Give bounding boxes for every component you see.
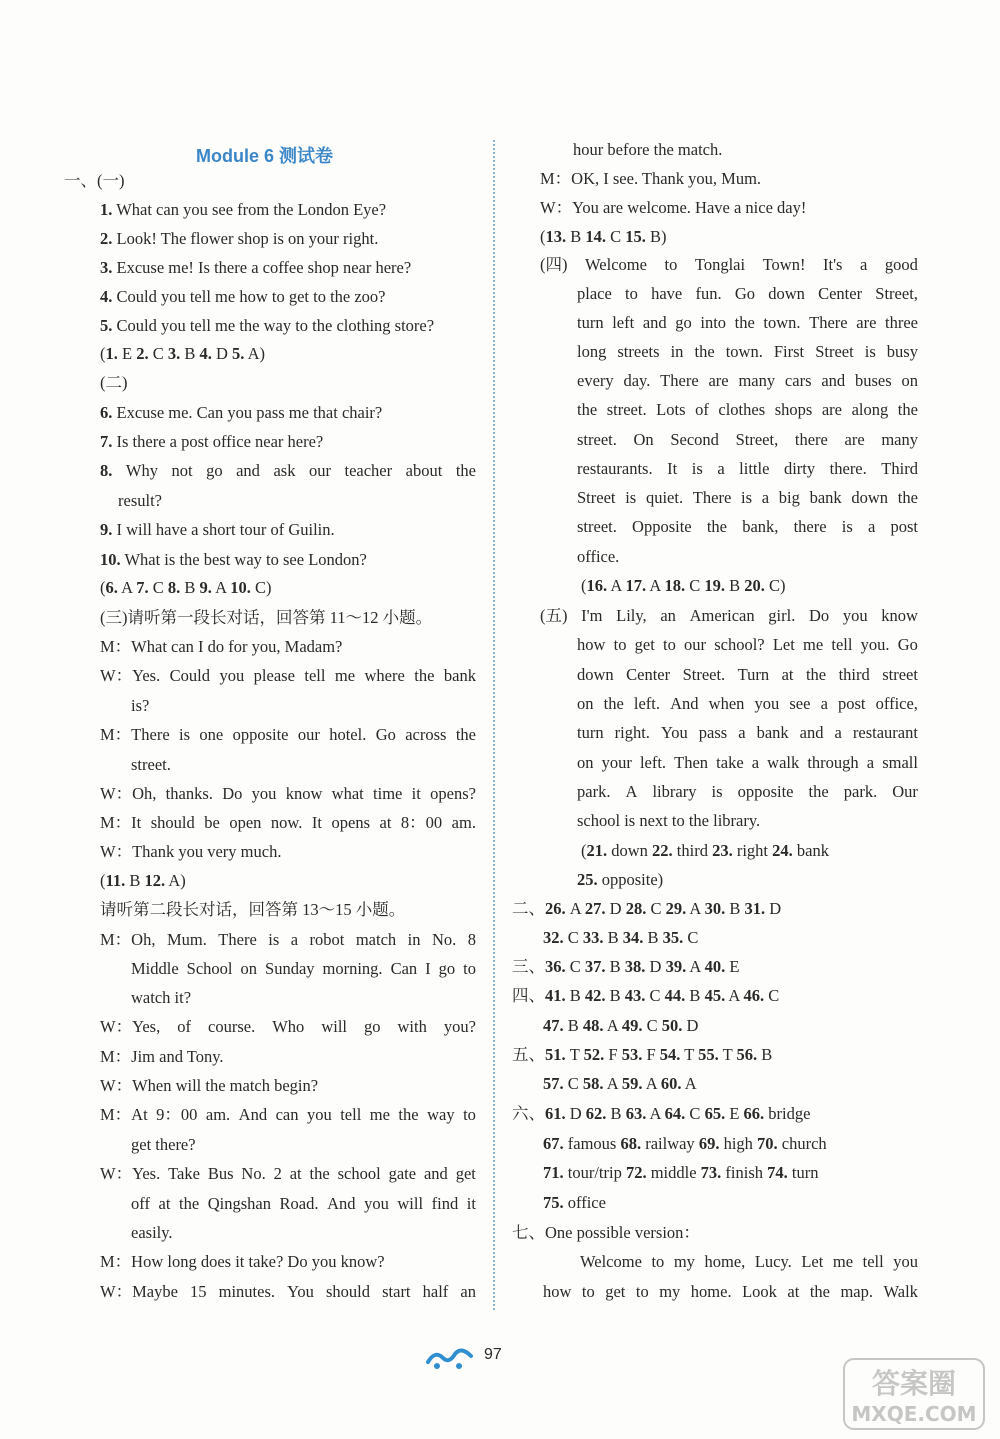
text-line: (四) Welcome to Tonglai Town! It's a good — [540, 255, 918, 274]
text-line: off at the Qingshan Road. And you will find it — [131, 1194, 476, 1213]
text-line: turn right. You pass a bank and a restaurant — [577, 723, 918, 742]
page-number: 97 — [484, 1346, 502, 1363]
text-line: easily. — [131, 1223, 173, 1242]
text-line: 7. Is there a post office near here? — [100, 432, 324, 451]
text-line: 5. Could you tell me the way to the clothing store? — [100, 316, 435, 335]
text-line: hour before the match. — [573, 140, 723, 159]
text-line: (16. A 17. A 18. C 19. B 20. C) — [581, 576, 786, 595]
text-line: W：Maybe 15 minutes. You should start half an — [100, 1282, 476, 1301]
text-line: W：You are welcome. Have a nice day! — [540, 198, 807, 217]
text-line: 6. Excuse me. Can you pass me that chair? — [100, 403, 383, 422]
text-line: M：Jim and Tony. — [100, 1047, 224, 1066]
text-line: office. — [577, 547, 620, 566]
text-line: 10. What is the best way to see London? — [100, 550, 367, 569]
text-line: (21. down 22. third 23. right 24. bank — [581, 841, 829, 860]
text-line: W：Thank you very much. — [100, 842, 282, 861]
text-line: is? — [131, 696, 150, 715]
text-line: (三)请听第一段长对话，回答第 11～12 小题。 — [100, 608, 433, 627]
text-line: the street. Lots of clothes shops are along the — [577, 400, 918, 419]
text-line: 六、61. D 62. B 63. A 64. C 65. E 66. bridge — [512, 1104, 811, 1123]
text-line: park. A library is opposite the park. Our — [577, 782, 918, 801]
text-line: 2. Look! The flower shop is on your right. — [100, 229, 379, 248]
text-line: 8. Why not go and ask our teacher about the — [100, 461, 476, 480]
text-line: place to have fun. Go down Center Street, — [577, 284, 918, 303]
text-line: 57. C 58. A 59. A 60. A — [543, 1074, 697, 1093]
column-divider — [493, 140, 495, 1310]
text-line: M：At 9：00 am. And can you tell me the way to — [100, 1105, 476, 1124]
text-line: down Center Street. Turn at the third street — [577, 665, 918, 684]
text-line: M：There is one opposite our hotel. Go across the — [100, 725, 476, 744]
text-line: 47. B 48. A 49. C 50. D — [543, 1016, 699, 1035]
text-line: M：What can I do for you, Madam? — [100, 637, 343, 656]
text-line: W：Yes, of course. Who will go with you? — [100, 1017, 476, 1036]
text-line: 五、51. T 52. F 53. F 54. T 55. T 56. B — [512, 1045, 773, 1064]
text-line: restaurants. It is a little dirty there. Third — [577, 459, 918, 478]
text-line: street. — [131, 755, 171, 774]
text-line: W：Oh, thanks. Do you know what time it opens? — [100, 784, 476, 803]
text-line: 32. C 33. B 34. B 35. C — [543, 928, 699, 947]
text-line: W：When will the match begin? — [100, 1076, 319, 1095]
text-line: 3. Excuse me! Is there a coffee shop near here? — [100, 258, 412, 277]
text-line: (1. E 2. C 3. B 4. D 5. A) — [100, 344, 266, 363]
text-line: 25. opposite) — [577, 870, 664, 889]
text-line: 四、41. B 42. B 43. C 44. B 45. A 46. C — [512, 986, 780, 1005]
text-line: M：Oh, Mum. There is a robot match in No. 8 — [100, 930, 476, 949]
text-line: 71. tour/trip 72. middle 73. finish 74. turn — [543, 1163, 819, 1182]
text-line: every day. There are many cars and buses on — [577, 371, 918, 390]
text-line: (五) I'm Lily, an American girl. Do you know — [540, 606, 918, 625]
text-line: 1. What can you see from the London Eye? — [100, 200, 387, 219]
text-line: M：OK, I see. Thank you, Mum. — [540, 169, 762, 188]
text-line: W：Yes. Could you please tell me where the bank — [100, 666, 476, 685]
text-line: W：Yes. Take Bus No. 2 at the school gate and get — [100, 1164, 476, 1183]
text-line: on your left. Then take a walk through a small — [577, 753, 918, 772]
text-line: 75. office — [543, 1193, 606, 1212]
svg-text:答案圈: 答案圈 — [871, 1367, 957, 1400]
text-line: result? — [118, 491, 162, 510]
text-line: 二、26. A 27. D 28. C 29. A 30. B 31. D — [512, 899, 782, 918]
text-line: (13. B 14. C 15. B) — [540, 227, 667, 246]
text-line: 4. Could you tell me how to get to the zoo? — [100, 287, 386, 306]
text-line: Middle School on Sunday morning. Can I go to — [131, 959, 476, 978]
text-line: street. On Second Street, there are many — [577, 430, 918, 449]
watermark-stamp-icon — [840, 1355, 990, 1435]
text-line: M：It should be open now. It opens at 8：00 am. — [100, 813, 476, 832]
publisher-logo-icon — [425, 1344, 475, 1372]
svg-text:MXQE.COM: MXQE.COM — [851, 1402, 977, 1426]
text-line: (二) — [100, 373, 128, 392]
text-line: 9. I will have a short tour of Guilin. — [100, 520, 335, 539]
text-line: on the left. And when you see a post office, — [577, 694, 918, 713]
text-line: Welcome to my home, Lucy. Let me tell you — [580, 1252, 918, 1271]
text-line: get there? — [131, 1135, 196, 1154]
text-line: how to get to our school? Let me tell you. Go — [577, 635, 918, 654]
text-line: long streets in the town. First Street is busy — [577, 342, 918, 361]
page-title: Module 6 测试卷 — [196, 146, 334, 166]
text-line: how to get to my home. Look at the map. Walk — [543, 1282, 918, 1301]
text-line: school is next to the library. — [577, 811, 761, 830]
text-line: turn left and go into the town. There are three — [577, 313, 918, 332]
text-line: 请听第二段长对话，回答第 13～15 小题。 — [100, 900, 406, 919]
text-line: M：How long does it take? Do you know? — [100, 1252, 385, 1271]
text-line: 七、One possible version： — [512, 1223, 700, 1242]
text-line: 67. famous 68. railway 69. high 70. church — [543, 1134, 827, 1153]
text-line: street. Opposite the bank, there is a post — [577, 517, 918, 536]
text-line: (11. B 12. A) — [100, 871, 186, 890]
text-line: Street is quiet. There is a big bank down the — [577, 488, 918, 507]
text-line: watch it? — [131, 988, 192, 1007]
text-line: (6. A 7. C 8. B 9. A 10. C) — [100, 578, 272, 597]
text-line: 三、36. C 37. B 38. D 39. A 40. E — [512, 957, 740, 976]
text-line: 一、(一) — [64, 171, 125, 190]
